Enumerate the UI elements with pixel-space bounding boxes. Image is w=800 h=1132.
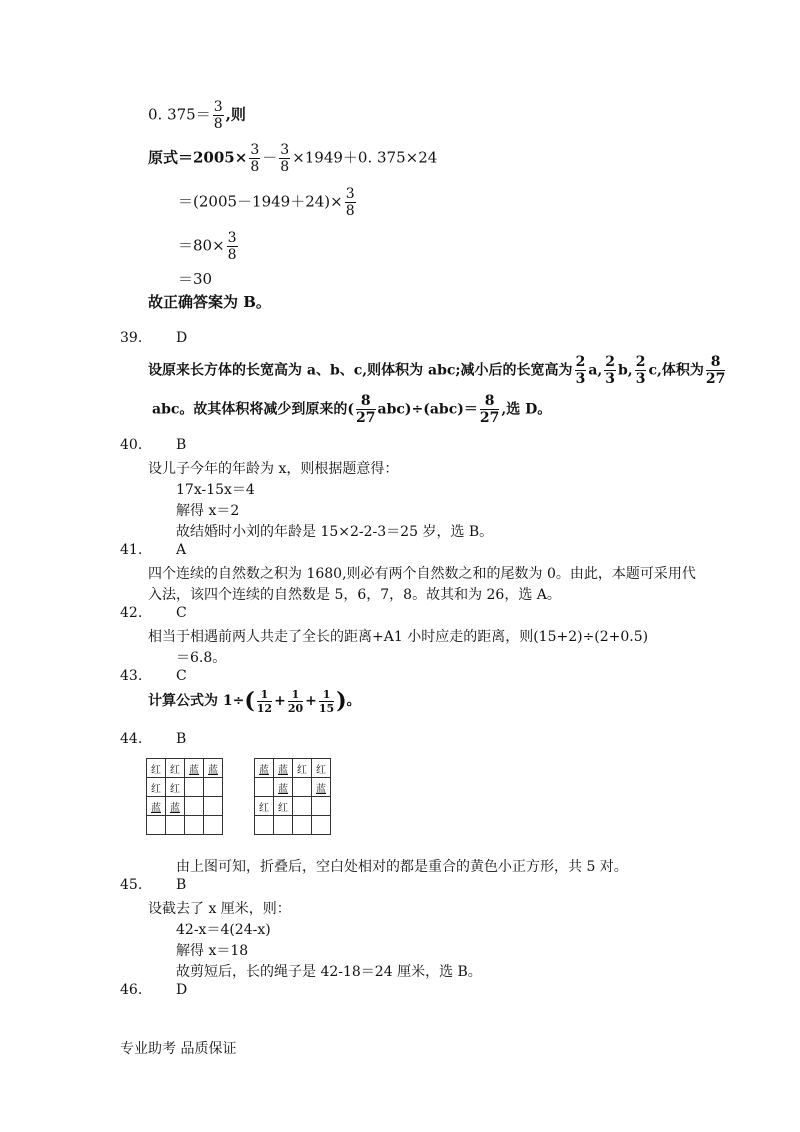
- fraction-2-3: $\frac{2}{3}$: [635, 354, 646, 387]
- solution-line-1: 0. 375＝ $\frac{3}{8}$ ,则: [148, 99, 246, 132]
- question-number: 39.: [120, 330, 143, 346]
- fraction-1-12: $\frac{1}{12}$: [256, 687, 273, 715]
- fraction-3-8: $\frac{3}{8}$: [213, 99, 223, 132]
- answer-letter: B: [176, 731, 187, 747]
- q43-formula: 计算公式为 1÷( $\frac{1}{12}$ + $\frac{1}{20}$ + $\frac{1}{15}$ )。: [148, 687, 361, 715]
- grid-cell: [312, 797, 331, 816]
- grid-figure-left: [146, 758, 223, 835]
- grid-cell: 红: [166, 759, 185, 778]
- grid-cell: 蓝: [274, 778, 293, 797]
- q39-line-1: 设原来长方体的长宽高为 a、b、c,则体积为 abc;减小后的长宽高为 $\frac{2}{3}$ a, $\frac{2}{3}$ b, $\frac{2}{3}$ c,体积为 $\frac{8}{27}$: [148, 354, 726, 387]
- grid-cell: [293, 816, 312, 835]
- q40-line-4: 故结婚时小刘的年龄是 15×2-2-3＝25 岁，选 B。: [176, 524, 494, 540]
- fraction-1-20: $\frac{1}{20}$: [287, 687, 304, 715]
- fraction-8-27: $\frac{8}{27}$: [479, 393, 500, 426]
- q40-line-2: 17x-15x＝4: [176, 482, 255, 498]
- question-number: 44.: [120, 731, 143, 747]
- grid-cell: [312, 816, 331, 835]
- grid-cell: [185, 816, 204, 835]
- answer-letter: B: [176, 877, 187, 893]
- grid-cell: [204, 797, 223, 816]
- grid-cell: 红: [274, 797, 293, 816]
- q45-line-2: 42-x＝4(24-x): [176, 922, 271, 938]
- fraction-1-15: $\frac{1}{15}$: [318, 687, 335, 715]
- answer-letter: C: [176, 605, 187, 621]
- fraction-3-8: $\frac{3}{8}$: [345, 186, 355, 219]
- fraction-3-8: $\frac{3}{8}$: [280, 142, 290, 175]
- q42-line-2: ＝6.8。: [176, 650, 227, 666]
- grid-cell: 蓝: [147, 797, 166, 816]
- grid-cell: [166, 816, 185, 835]
- page-footer: 专业助考 品质保证: [120, 1041, 237, 1057]
- q41-line-2: 入法，该四个连续的自然数是 5，6，7，8。故其和为 26，选 A。: [148, 587, 561, 603]
- solution-conclusion: 故正确答案为 B。: [148, 293, 271, 311]
- question-number: 41.: [120, 542, 143, 558]
- grid-cell: 蓝: [274, 759, 293, 778]
- fraction-8-27: $\frac{8}{27}$: [356, 393, 376, 426]
- grid-cell: [274, 816, 293, 835]
- q45-line-4: 故剪短后，长的绳子是 42-18＝24 厘米，选 B。: [176, 964, 482, 980]
- solution-line-4: ＝80× $\frac{3}{8}$: [178, 230, 237, 263]
- fraction-2-3: $\frac{2}{3}$: [605, 354, 616, 387]
- fraction-8-27: $\frac{8}{27}$: [705, 354, 726, 387]
- grid-cell: [293, 797, 312, 816]
- solution-line-5: ＝30: [178, 270, 213, 288]
- grid-cell: 蓝: [185, 759, 204, 778]
- grid-cell: 红: [147, 759, 166, 778]
- grid-cell: 红: [147, 778, 166, 797]
- q40-line-3: 解得 x＝2: [176, 503, 240, 519]
- answer-letter: D: [176, 330, 188, 346]
- q45-line-1: 设截去了 x 厘米，则：: [148, 901, 291, 917]
- question-number: 40.: [120, 437, 143, 453]
- grid-cell: [255, 778, 274, 797]
- grid-cell: 蓝: [204, 759, 223, 778]
- fraction-3-8: $\frac{3}{8}$: [227, 230, 237, 263]
- grid-cell: 蓝: [312, 778, 331, 797]
- answer-letter: A: [176, 542, 187, 558]
- q44-caption: 由上图可知，折叠后，空白处相对的都是重合的黄色小正方形，共 5 对。: [176, 859, 628, 875]
- fraction-3-8: $\frac{3}{8}$: [250, 142, 260, 175]
- grid-cell: 红: [312, 759, 331, 778]
- grid-cell: [147, 816, 166, 835]
- solution-line-3: ＝(2005－1949＋24)× $\frac{3}{8}$: [178, 186, 355, 219]
- grid-cell: [185, 778, 204, 797]
- grid-cell: [204, 778, 223, 797]
- grid-cell: [204, 816, 223, 835]
- question-number: 45.: [120, 877, 143, 893]
- grid-figure-right: [254, 758, 331, 835]
- grid-cell: 蓝: [166, 797, 185, 816]
- q45-line-3: 解得 x＝18: [176, 943, 249, 959]
- question-number: 42.: [120, 605, 143, 621]
- grid-cell: 红: [293, 759, 312, 778]
- answer-letter: D: [176, 982, 188, 998]
- grid-cell: 蓝: [255, 759, 274, 778]
- answer-letter: B: [176, 437, 187, 453]
- grid-cell: 红: [166, 778, 185, 797]
- grid-cell: [293, 778, 312, 797]
- question-number: 46.: [120, 982, 143, 998]
- q41-line-1: 四个连续的自然数之积为 1680,则必有两个自然数之和的尾数为 0。由此，本题可采用代: [148, 566, 696, 582]
- q39-line-2: abc。故其体积将减少到原来的( $\frac{8}{27}$ abc)÷(abc)＝ $\frac{8}{27}$ ,选 D。: [152, 393, 552, 426]
- grid-cell: [185, 797, 204, 816]
- question-number: 43.: [120, 668, 143, 684]
- q42-line-1: 相当于相遇前两人共走了全长的距离+A1 小时应走的距离，则(15+2)÷(2+0.5): [148, 629, 649, 645]
- grid-cell: 红: [255, 797, 274, 816]
- answer-letter: C: [176, 668, 187, 684]
- solution-line-2: 原式＝2005× $\frac{3}{8}$ － $\frac{3}{8}$ ×1949＋0. 375×24: [148, 142, 438, 175]
- grid-cell: [255, 816, 274, 835]
- fraction-2-3: $\frac{2}{3}$: [575, 354, 586, 387]
- q40-line-1: 设儿子今年的年龄为 x，则根据题意得：: [148, 461, 399, 477]
